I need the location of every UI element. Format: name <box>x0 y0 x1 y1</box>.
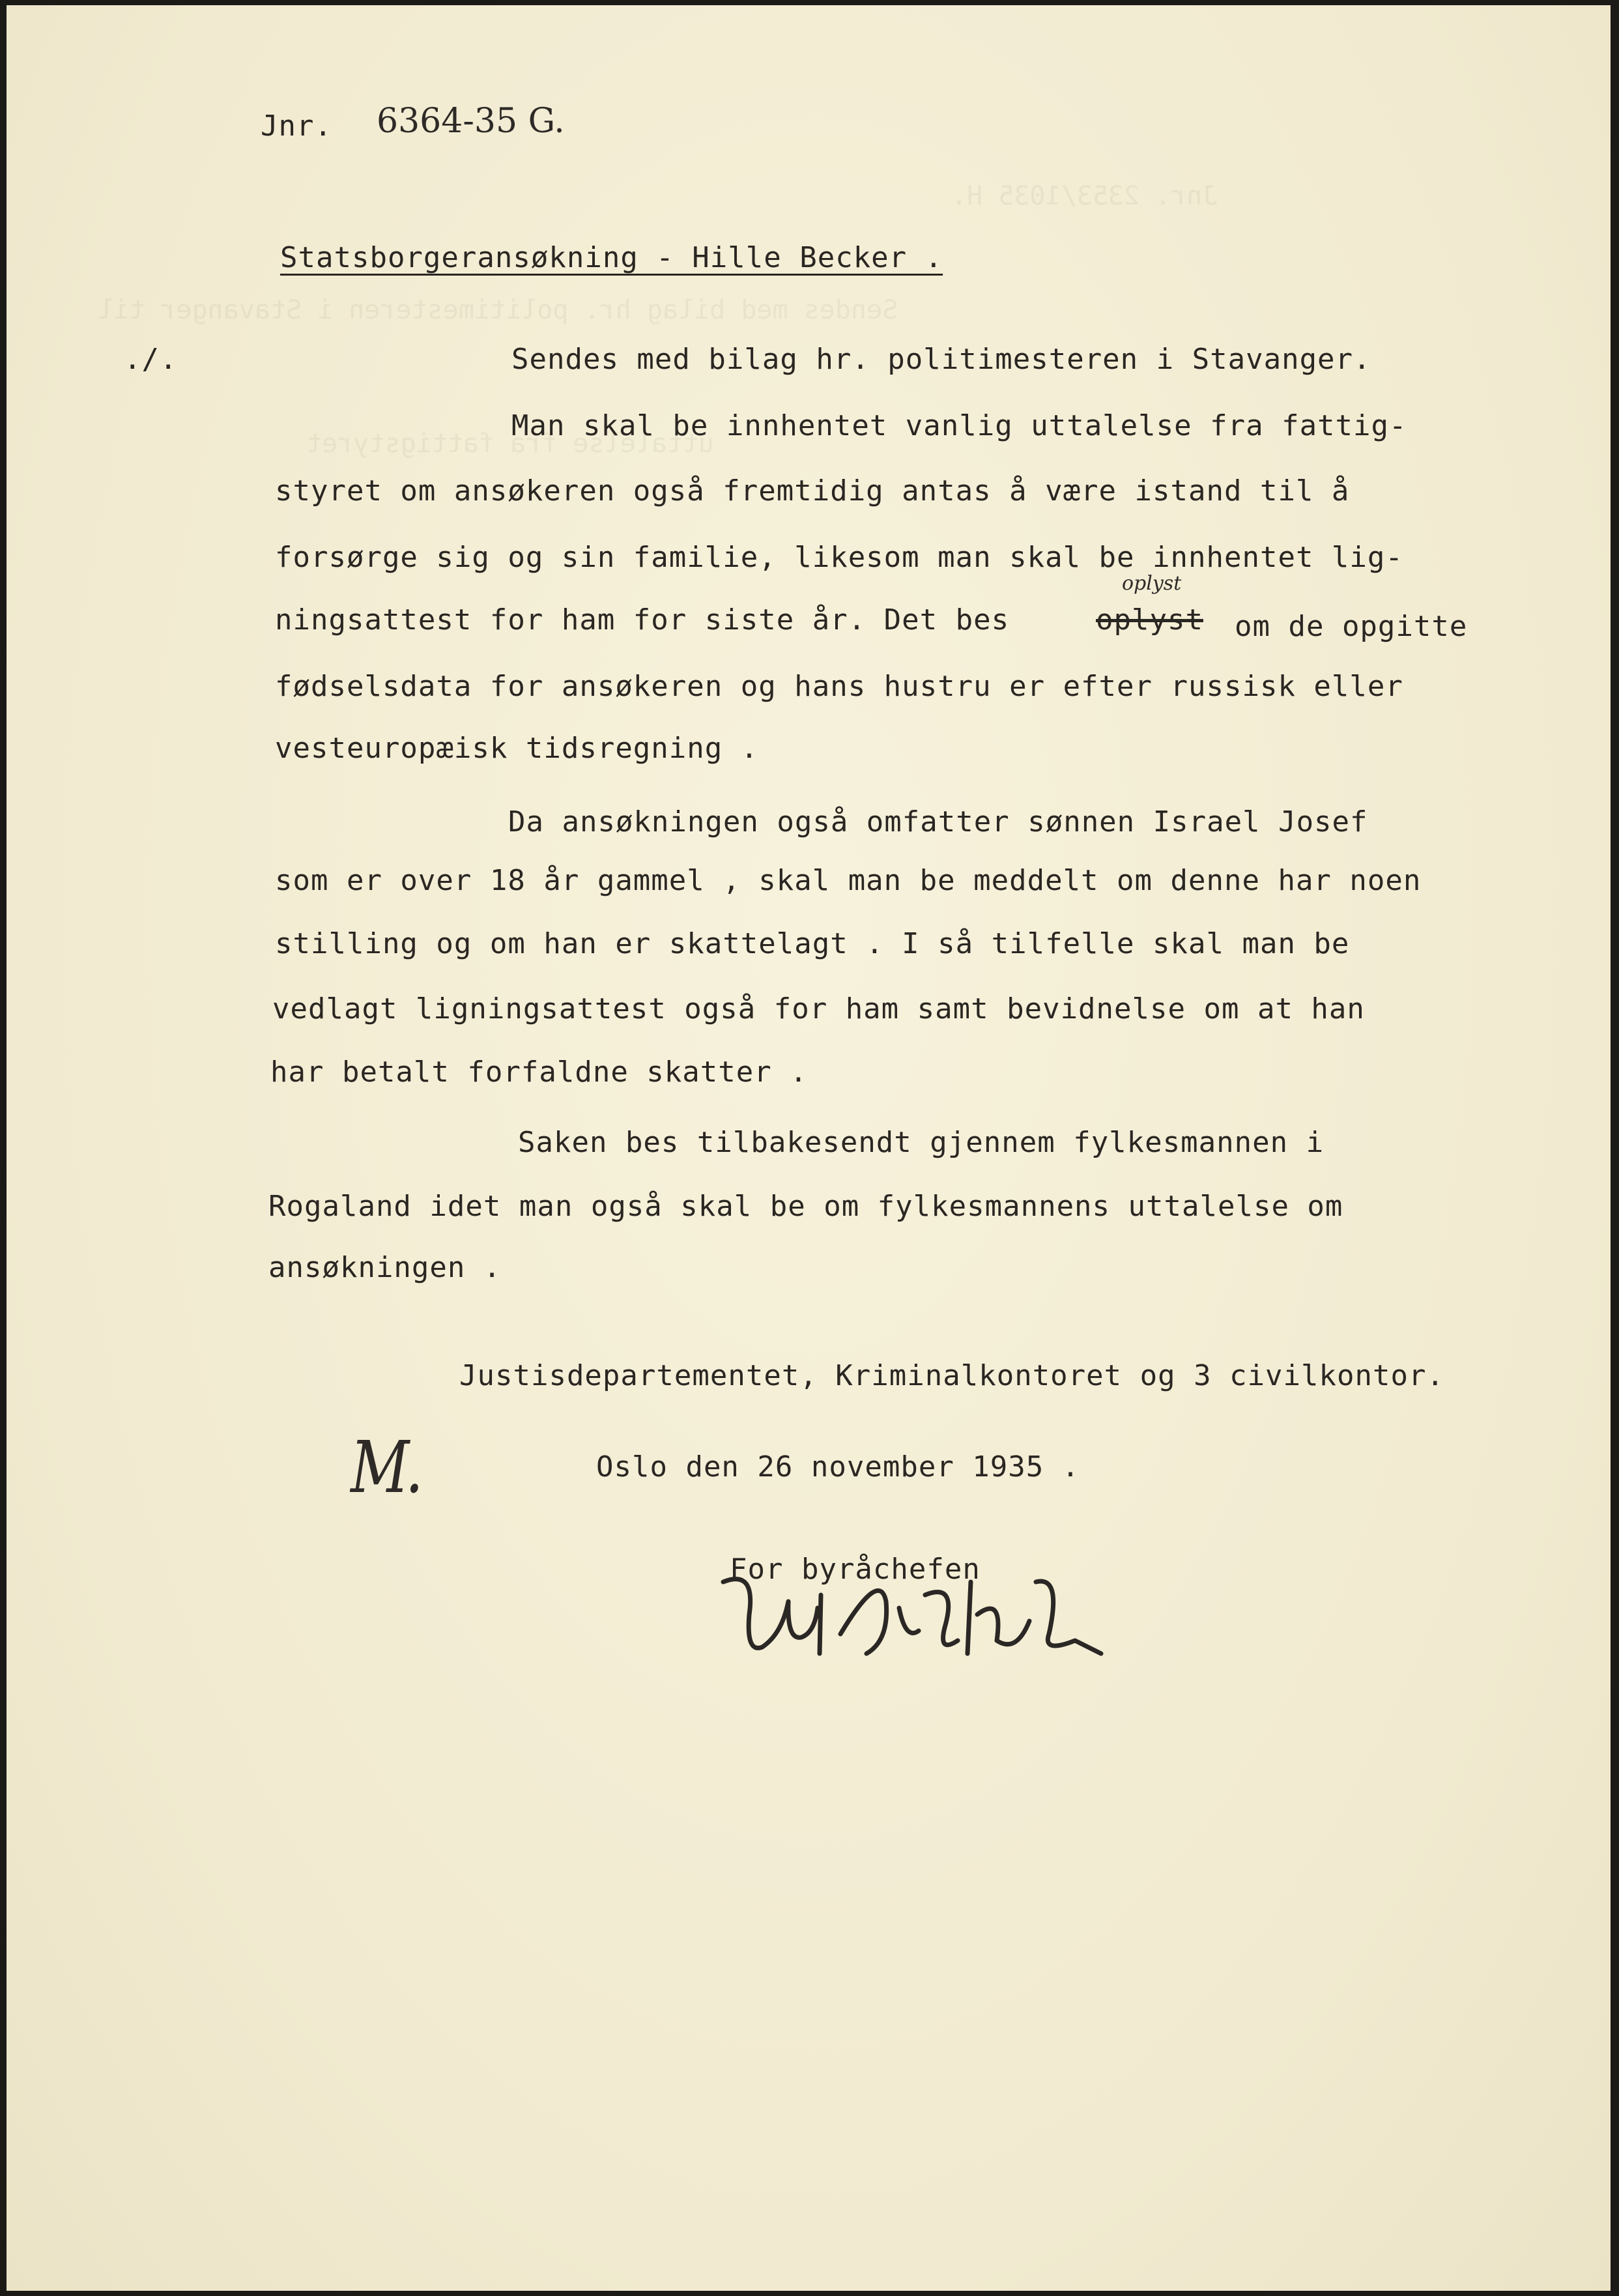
paragraph-line: Saken bes tilbakesendt gjennem fylkesmannen i <box>518 1126 1325 1159</box>
bleed-through-text: Jnr. 2353/1035 H. <box>951 181 1218 211</box>
journal-label: Jnr. <box>261 109 332 143</box>
paragraph-line: Sendes med bilag hr. politimesteren i Stavanger. <box>511 343 1371 376</box>
document-page <box>7 5 1611 2291</box>
bleed-through-text: Sendes med bilag hr. politimesteren i Stavanger til <box>98 295 898 325</box>
paragraph-line: ansøkningen . <box>268 1251 502 1284</box>
signature <box>710 1556 1114 1686</box>
paragraph-line: har betalt forfaldne skatter . <box>270 1055 808 1089</box>
place-date-line: Oslo den 26 november 1935 . <box>596 1450 1080 1484</box>
attachment-mark: ./. <box>124 343 178 376</box>
paragraph-line: Man skal be innhentet vanlig uttalelse fra fattig- <box>511 409 1407 442</box>
signature-scrawl <box>710 1556 1114 1686</box>
paragraph-line: vedlagt ligningsattest også for ham samt bevidnelse om at han <box>272 992 1365 1026</box>
paragraph-line: som er over 18 år gammel , skal man be meddelt om denne har noen <box>275 864 1422 897</box>
paragraph-line: styret om ansøkeren også fremtidig antas å være istand til å <box>275 474 1350 508</box>
paragraph-line: om de opgitte <box>1235 610 1468 643</box>
journal-number: 6364-35 G. <box>377 102 565 141</box>
subject-heading: Statsborgeransøkning - Hille Becker . <box>280 241 943 274</box>
bleed-through-text: uttalelse fra fattigstyret <box>306 429 715 459</box>
paragraph-line: Da ansøkningen også omfatter sønnen Israel Josef <box>508 805 1368 839</box>
paragraph-line: vesteuropæisk tidsregning . <box>275 732 759 765</box>
handwritten-correction: oplyst <box>1122 572 1182 595</box>
signature-caption: For byråchefen <box>730 1553 981 1586</box>
paragraph-line: ningsattest for ham for siste år. Det bes <box>275 603 1010 637</box>
paragraph-line: stilling og om han er skattelagt . I så tilfelle skal man be <box>275 927 1350 960</box>
issuer-line: Justisdepartementet, Kriminalkontoret og 3 civilkontor. <box>459 1359 1444 1392</box>
struck-word: oplyst <box>1096 603 1203 637</box>
paragraph-line: forsørge sig og sin familie, likesom man skal be innhentet lig- <box>275 541 1403 574</box>
paragraph-line: Rogaland idet man også skal be om fylkesmannens uttalelse om <box>268 1190 1343 1223</box>
paragraph-line: fødselsdata for ansøkeren og hans hustru er efter russisk eller <box>275 670 1403 703</box>
handwritten-initial: M. <box>351 1426 420 1509</box>
